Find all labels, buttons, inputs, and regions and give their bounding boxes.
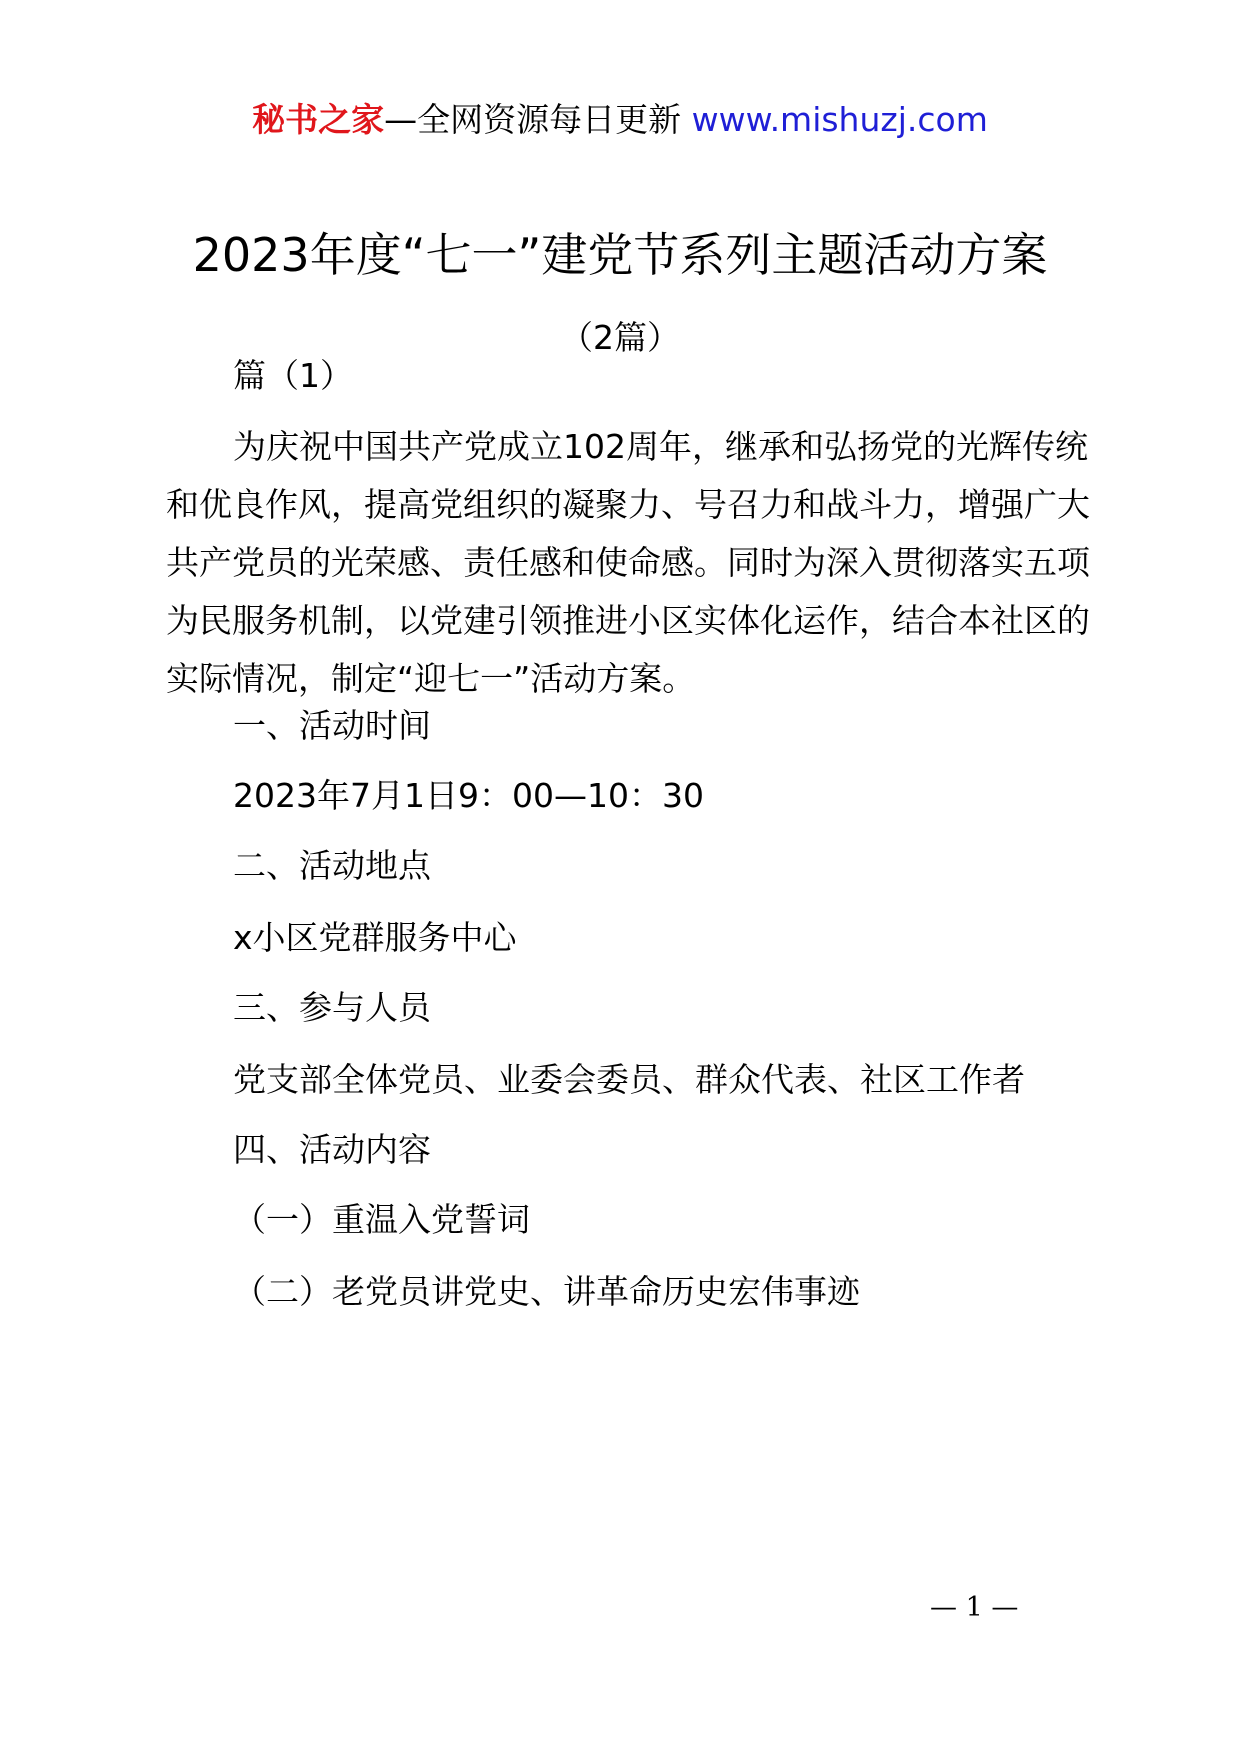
section-heading-participants: 三、参与人员 [233,988,431,1027]
section-heading-location: 二、活动地点 [233,846,431,885]
intro-paragraph: 为庆祝中国共产党成立102周年，继承和弘扬党的光辉传统和优良作风，提高党组织的凝聚力、号召力和战斗力，增强广大共产党员的光荣感、责任感和使命感。同时为深入贯彻落实五项为民服务机制，以党建引领推进小区实体化运作，结合本社区的实际情况，制定“迎七一”活动方案。 [166,427,1090,698]
content-item-1: （一）重温入党誓词 [233,1200,530,1239]
content-item-2: （二）老党员讲党史、讲革命历史宏伟事迹 [233,1272,860,1311]
section-value-participants: 党支部全体党员、业委会委员、群众代表、社区工作者 [233,1060,1025,1099]
site-header [0,96,1240,144]
page-number: — 1 — [930,1592,1019,1623]
section-value-time: 2023年7月1日9：00—10：30 [233,776,704,815]
document-title: 2023年度“七一”建党节系列主题活动方案 [192,228,1048,282]
section-heading-time: 一、活动时间 [233,706,431,745]
brand-name: 秘书之家 [252,100,385,139]
part-label: 篇（1） [233,356,353,395]
document-subtitle: （2篇） [560,318,680,357]
section-value-location: x小区党群服务中心 [233,918,517,957]
header-tagline: —全网资源每日更新 [384,100,682,139]
section-heading-content: 四、活动内容 [233,1130,431,1169]
website-link[interactable]: www.mishuzj.com [691,100,988,139]
